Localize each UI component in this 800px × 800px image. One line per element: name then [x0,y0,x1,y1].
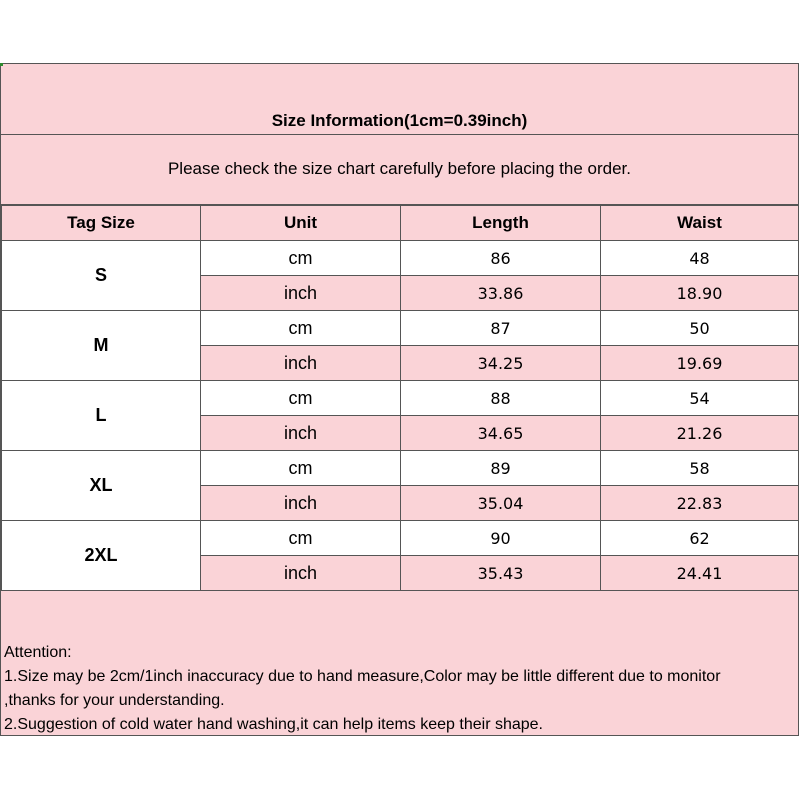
length-cell: 34.65 [401,416,601,451]
length-cell: 87 [401,311,601,346]
attention-line: 2.Suggestion of cold water hand washing,it can help items keep their shape. [4,716,543,733]
table-row [2,451,799,486]
size-table [1,205,799,591]
waist-cell: 62 [601,521,799,556]
table-row [2,241,799,276]
unit-cell: inch [201,276,401,311]
waist-cell: 48 [601,241,799,276]
unit-cell: cm [201,451,401,486]
attention-line: ,thanks for your understanding. [4,692,225,709]
size-chart-title: Size Information(1cm=0.39inch) [271,111,528,130]
unit-cell: cm [201,521,401,556]
note-row [1,135,798,205]
tag-size-cell: M [2,311,201,381]
length-cell: 88 [401,381,601,416]
tag-size-cell: XL [2,451,201,521]
length-cell: 86 [401,241,601,276]
attention-line: 1.Size may be 2cm/1inch inaccuracy due to hand measure,Color may be little different due to monitor [4,668,721,685]
waist-cell: 24.41 [601,556,799,591]
unit-cell: cm [201,381,401,416]
table-row [2,311,799,346]
table-row [2,381,799,416]
header-waist: Waist [601,206,799,241]
unit-cell: inch [201,416,401,451]
waist-cell: 21.26 [601,416,799,451]
waist-cell: 50 [601,311,799,346]
waist-cell: 22.83 [601,486,799,521]
waist-cell: 54 [601,381,799,416]
length-cell: 89 [401,451,601,486]
header-unit: Unit [201,206,401,241]
tag-size-cell: S [2,241,201,311]
size-chart-note: Please check the size chart carefully before placing the order. [167,159,632,178]
tag-size-cell: L [2,381,201,451]
length-cell: 90 [401,521,601,556]
header-length: Length [401,206,601,241]
waist-cell: 18.90 [601,276,799,311]
table-row [2,521,799,556]
attention-heading: Attention: [4,644,72,661]
attention-section [1,594,798,735]
header-tag-size: Tag Size [2,206,201,241]
length-cell: 35.43 [401,556,601,591]
length-cell: 35.04 [401,486,601,521]
unit-cell: cm [201,311,401,346]
title-row [1,64,798,135]
unit-cell: cm [201,241,401,276]
length-cell: 34.25 [401,346,601,381]
waist-cell: 19.69 [601,346,799,381]
unit-cell: inch [201,556,401,591]
tag-size-cell: 2XL [2,521,201,591]
table-header-row [2,206,799,241]
unit-cell: inch [201,486,401,521]
unit-cell: inch [201,346,401,381]
waist-cell: 58 [601,451,799,486]
length-cell: 33.86 [401,276,601,311]
